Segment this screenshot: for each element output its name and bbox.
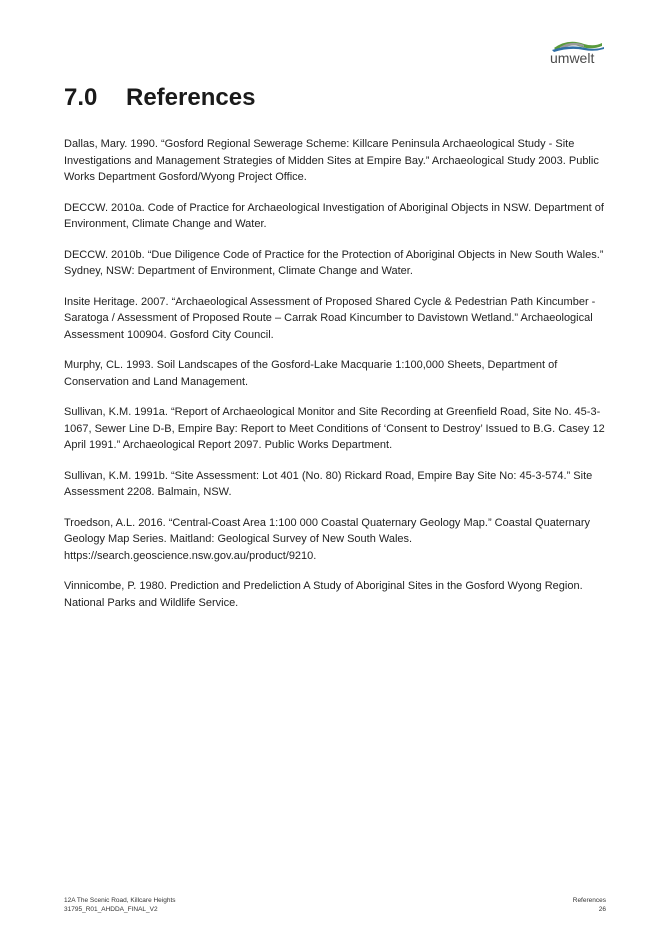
reference-item: Troedson, A.L. 2016. “Central-Coast Area 1:100 000 Coastal Quaternary Geology Map.” Coastal Quaternary Geology Map Series. Maitland: Geological Survey of New South Wales. https://search.geoscience.nsw.gov.au/product/9210. (64, 516, 591, 562)
reference-item: Insite Heritage. 2007. “Archaeological Assessment of Proposed Shared Cycle & Pedestrian Path Kincumber - Saratoga / Assessment of Proposed Route – Carrak Road Kincumber to Davistown Wetland.” Archaeological Assessment 100904. Gosford City Council. (64, 295, 596, 341)
reference-list (64, 136, 612, 625)
reference-item: Dallas, Mary. 1990. “Gosford Regional Sewerage Scheme: Killcare Peninsula Archaeological Study - Site Investigations and Management Strategies of Midden Sites at Empire Bay.” Archaeological Study 2003. Public Works Department Gosford/Wyong Project Office. (64, 138, 599, 183)
footer-section: References (572, 897, 606, 904)
section-title: References (126, 84, 256, 111)
footer-left (64, 896, 176, 914)
footer-right (573, 896, 606, 914)
section-number: 7.0 (64, 84, 98, 111)
page-title (64, 84, 255, 112)
footer-doc-code: 31795_R01_AHDDA_FINAL_V2 (64, 906, 158, 913)
reference-item: Murphy, CL. 1993. Soil Landscapes of the Gosford-Lake Macquarie 1:100,000 Sheets, Department of Conservation and Land Management. (64, 359, 558, 388)
reference-item: Vinnicombe, P. 1980. Prediction and Predeliction A Study of Aboriginal Sites in the Gosford Wyong Region. National Parks and Wildlife Service. (64, 580, 583, 609)
logo-text: umwelt (550, 50, 595, 66)
reference-item: Sullivan, K.M. 1991a. “Report of Archaeological Monitor and Site Recording at Greenfield Road, Site No. 45-3-1067, Sewer Line D-B, Empire Bay: Report to Meet Conditions of ‘Consent to Destroy’ Issued to B.G. Casey 12 April 1991.” Archaeological Report 2097. Public Works Department. (64, 406, 605, 451)
reference-item: DECCW. 2010a. Code of Practice for Archaeological Investigation of Aboriginal Objects in NSW. Department of Environment, Climate Change and Water. (64, 201, 604, 230)
reference-item: DECCW. 2010b. “Due Diligence Code of Practice for the Protection of Aboriginal Objects in New South Wales.” Sydney, NSW: Department of Environment, Climate Change and Water. (64, 248, 604, 277)
umwelt-logo (546, 38, 608, 68)
page-number: 26 (598, 906, 606, 913)
reference-item: Sullivan, K.M. 1991b. “Site Assessment: Lot 401 (No. 80) Rickard Road, Empire Bay Site No: 45-3-574.” Site Assessment 2208. Balmain, NSW. (64, 469, 593, 498)
footer-address: 12A The Scenic Road, Killcare Heights (64, 897, 176, 904)
